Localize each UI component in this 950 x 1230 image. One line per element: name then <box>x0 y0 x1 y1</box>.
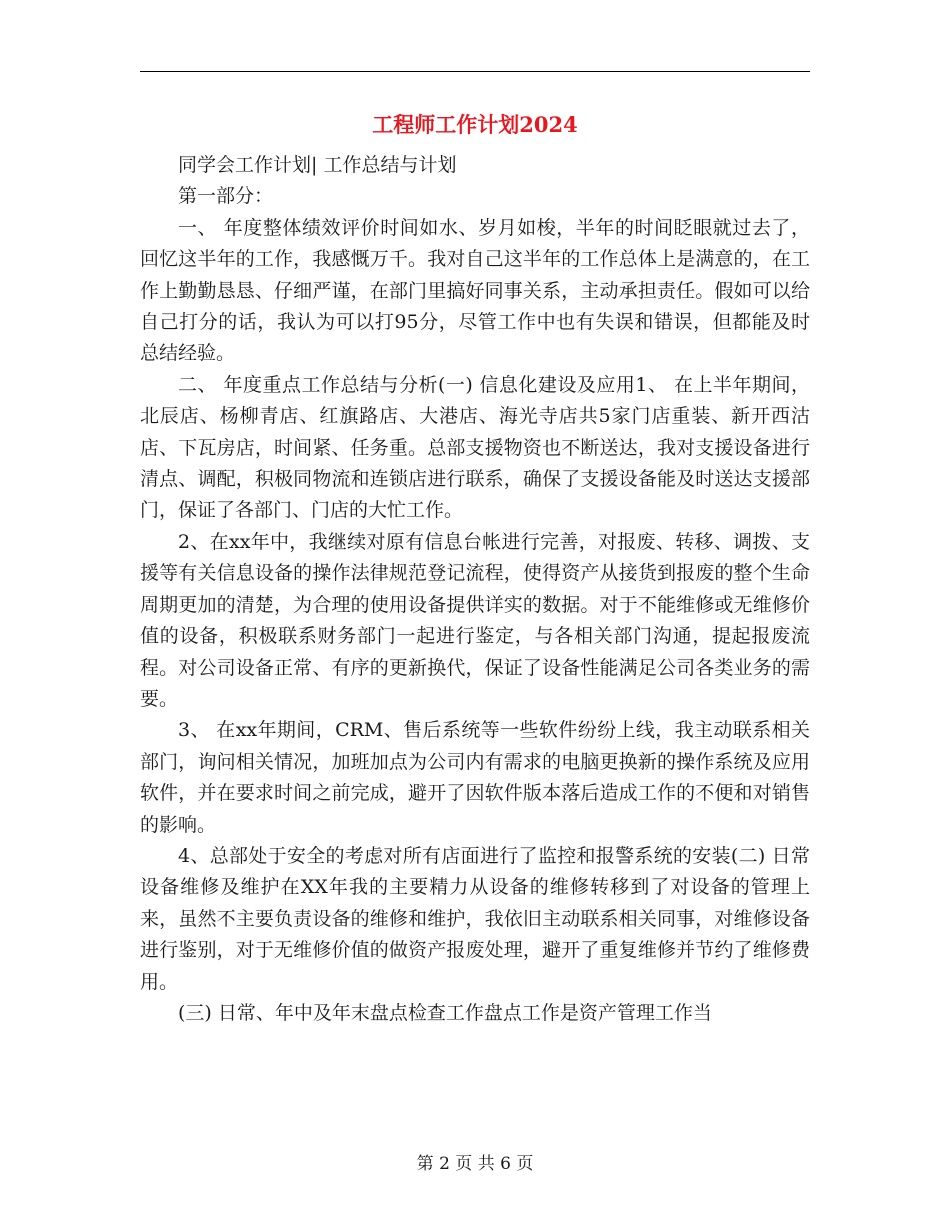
paragraph-item-3: 3、 在xx年期间，CRM、售后系统等一些软件纷纷上线，我主动联系相关部门，询问相关情况，加班加点为公司内有需求的电脑更换新的操作系统及应用软件，并在要求时间之前完成，避开了因软件版本落后造成工作的不便和对销售的影响。 <box>140 719 810 836</box>
document-title: 工程师工作计划2024 <box>372 112 578 137</box>
paragraph-section-two: 二、 年度重点工作总结与分析(一) 信息化建设及应用1、 在上半年期间，北辰店、杨柳青店、红旗路店、大港店、海光寺店共5家门店重装、新开西沽店、下瓦房店，时间紧、任务重。总部支援物资也不断送达，我对支援设备进行清点、调配，积极同物流和连锁店进行联系，确保了支援设备能及时送达支援部门，保证了各部门、门店的大忙工作。 <box>140 373 810 522</box>
paragraph-subtitle: 同学会工作计划| 工作总结与计划 <box>178 154 457 176</box>
paragraph-section-one: 一、 年度整体绩效评价时间如水、岁月如梭，半年的时间眨眼就过去了，回忆这半年的工作，我感慨万千。我对自己这半年的工作总体上是满意的，在工作上勤勤恳恳、仔细严谨，在部门里搞好同事关系，主动承担责任。假如可以给自己打分的话，我认为可以打95分，尽管工作中也有失误和错误，但都能及时总结经验。 <box>140 216 810 365</box>
paragraph-part-heading: 第一部分： <box>178 185 274 208</box>
document-body <box>140 150 810 1029</box>
paragraph-item-4: 4、总部处于安全的考虑对所有店面进行了监控和报警系统的安装(二) 日常设备维修及维护在XX年我的主要精力从设备的维修转移到了对设备的管理上来，虽然不主要负责设备的维修和维护，我依旧主动联系相关同事，对维修设备进行鉴别，对于无维修价值的做资产报废处理，避开了重复维修并节约了维修费用。 <box>140 844 810 993</box>
page-number-footer: 第 2 页 共 6 页 <box>416 1154 534 1174</box>
header-rule <box>140 71 810 72</box>
paragraph-item-2: 2、在xx年中，我继续对原有信息台帐进行完善，对报废、转移、调拨、支援等有关信息设备的操作法律规范登记流程，使得资产从接货到报废的整个生命周期更加的清楚，为合理的使用设备提供详实的数据。对于不能维修或无维修价值的设备，积极联系财务部门一起进行鉴定，与各相关部门沟通，提起报废流程。对公司设备正常、有序的更新换代，保证了设备性能满足公司各类业务的需要。 <box>140 530 810 710</box>
paragraph-item-inventory: (三) 日常、年中及年末盘点检查工作盘点工作是资产管理工作当 <box>178 1001 712 1024</box>
